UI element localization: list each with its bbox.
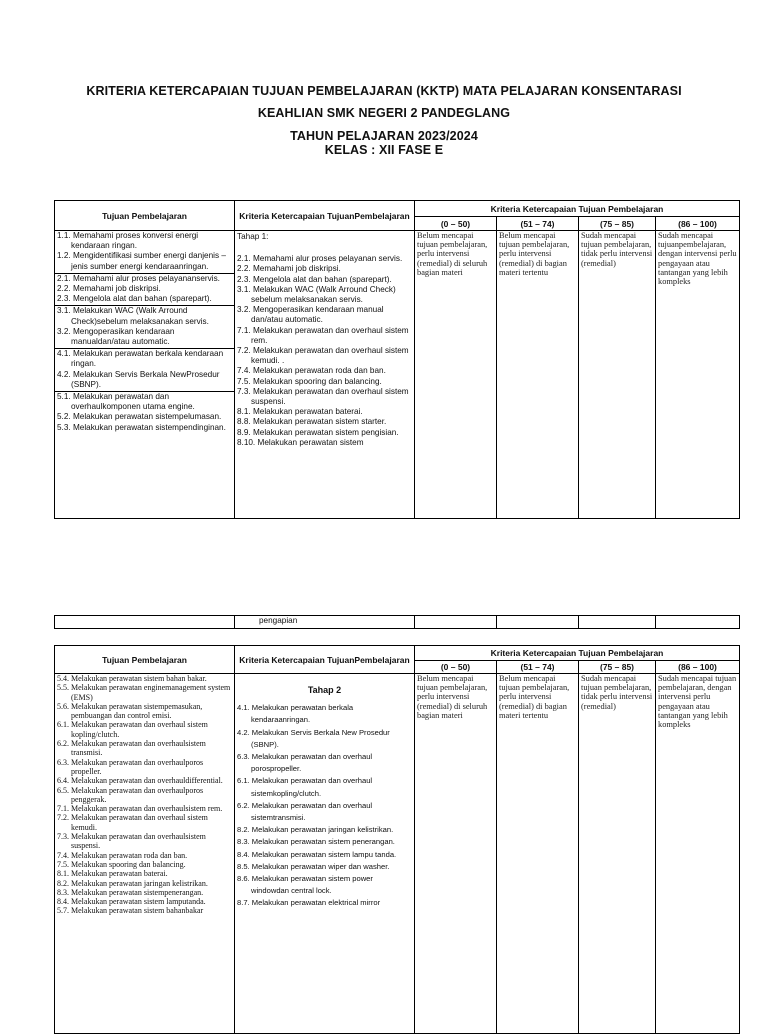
tp-list-2 <box>57 674 232 916</box>
level-cell-1: Belum mencapai tujuan pembelajaran, perlu intervensi (remedial) di seluruh bagian materi <box>415 231 497 519</box>
list-item <box>57 851 232 860</box>
range-0-50: (0 – 50) <box>415 217 497 231</box>
level-cell-2: Belum mencapai tujuan pembelajaran, perlu intervensi (remedial) di bagian materi tertentu <box>497 231 579 519</box>
item-text: Memahami job diskripsi. <box>72 284 161 294</box>
item-number: 7.2. <box>237 346 251 356</box>
level-cell-1-t2: Belum mencapai tujuan pembelajaran, perlu intervensi (remedial) di seluruh bagian materi <box>415 674 497 1034</box>
list-item <box>57 327 232 347</box>
kktp-cell-2 <box>235 674 415 1034</box>
item-text: Melakukan perawatan dan overhaul sistem kemudi. . <box>251 346 409 366</box>
range-51-74: (51 – 74) <box>497 217 579 231</box>
list-item <box>57 284 232 294</box>
list-item <box>57 274 232 284</box>
item-text: Melakukan perawatan sistempendinginan. <box>72 422 226 432</box>
item-text: Melakukan perawatan sistempelumasan. <box>72 412 222 422</box>
item-text: Melakukan perawatan dan overhaul sistem suspensi. <box>251 386 409 407</box>
item-text: Melakukan perawatan sistem lampu tanda. <box>251 849 397 859</box>
list-item <box>237 407 412 417</box>
list-item <box>57 804 232 813</box>
item-number: 7.5. <box>237 376 251 386</box>
list-item <box>237 873 412 897</box>
item-number: 7.5. <box>57 859 69 869</box>
list-item <box>57 392 232 412</box>
item-number: 7.1. <box>57 804 69 814</box>
tp-cell-1 <box>55 231 235 519</box>
item-number: 5.7. <box>57 906 69 916</box>
item-text: Melakukan perawatan enginemanagement system (EMS) <box>71 683 231 702</box>
item-number: 5.3. <box>57 422 71 432</box>
item-number: 8.1. <box>57 869 69 879</box>
item-number: 3.2. <box>57 326 71 336</box>
list-item <box>57 869 232 878</box>
col-header-kktp: Kriteria Ketercapaian TujuanPembelajaran <box>235 201 415 231</box>
doc-title-line1: KRITERIA KETERCAPAIAN TUJUAN PEMBELAJARAN (KKTP) MATA PELAJARAN KONSENTARASI <box>86 84 682 98</box>
item-number: 7.4. <box>237 366 251 376</box>
col-header-tp-2: Tujuan Pembelajaran <box>55 646 235 674</box>
list-item <box>237 702 412 726</box>
item-number: 8.2. <box>237 825 250 835</box>
list-item <box>57 251 232 271</box>
item-text: Melakukan perawatan dan overhaul porospropeller. <box>251 752 373 774</box>
item-number: 8.8. <box>237 417 251 427</box>
item-text: Melakukan perawatan sistempenerangan. <box>71 887 204 897</box>
item-number: 6.3. <box>237 752 250 762</box>
item-number: 7.3. <box>237 386 251 396</box>
list-item <box>237 824 412 836</box>
list-item <box>57 786 232 805</box>
list-item <box>237 438 412 448</box>
col-header-group-2: Kriteria Ketercapaian Tujuan Pembelajaran <box>415 646 740 661</box>
list-item <box>57 776 232 785</box>
list-item <box>237 897 412 909</box>
item-number: 7.4. <box>57 850 69 860</box>
kktp-cell-1 <box>235 231 415 519</box>
item-number: 6.1. <box>237 776 250 786</box>
list-item <box>57 683 232 702</box>
item-number: 8.4. <box>237 849 250 859</box>
range-75-85-2: (75 – 85) <box>579 661 656 674</box>
list-item <box>57 720 232 739</box>
doc-title-line3: TAHUN PELAJARAN 2023/2024 <box>290 129 478 143</box>
item-text: Melakukan WAC (Walk Arround Check) sebelum melaksanakan servis. <box>251 284 396 305</box>
item-number: 2.1. <box>237 254 251 264</box>
list-item <box>57 888 232 897</box>
item-number: 8.3. <box>237 837 250 847</box>
col-header-group: Kriteria Ketercapaian Tujuan Pembelajaran <box>415 201 740 217</box>
list-item <box>57 294 232 304</box>
item-text: Melakukan perawatan berkala kendaraanringan. <box>251 703 354 725</box>
item-text: Melakukan perawatan sistem power windowdan central lock. <box>251 874 373 896</box>
item-text: Melakukan perawatan dan overhaul sistem kemudi. <box>71 813 208 832</box>
list-item <box>237 800 412 824</box>
item-number: 8.6. <box>237 874 250 884</box>
item-number: 3.1. <box>57 306 71 316</box>
item-text: Mengelola alat dan bahan (sparepart). <box>72 294 212 304</box>
list-item <box>57 739 232 758</box>
kktp-table-2 <box>54 645 740 1034</box>
list-item <box>57 231 232 251</box>
range-0-50-2: (0 – 50) <box>415 661 497 674</box>
item-number: 5.1. <box>57 392 71 402</box>
list-item <box>57 370 232 390</box>
list-item <box>57 674 232 683</box>
item-number: 8.3. <box>57 887 69 897</box>
item-number: 8.5. <box>237 861 250 871</box>
range-86-100-2: (86 – 100) <box>656 661 740 674</box>
list-item <box>57 702 232 721</box>
item-number: 8.4. <box>57 897 69 907</box>
tp-group <box>55 306 234 349</box>
item-number: 4.2. <box>57 369 71 379</box>
item-number: 7.3. <box>57 832 69 842</box>
item-text: Memahami alur proses pelayananservis. <box>72 273 220 283</box>
list-item <box>237 417 412 427</box>
list-item <box>237 849 412 861</box>
list-item <box>237 861 412 873</box>
range-75-85: (75 – 85) <box>579 217 656 231</box>
item-text: Melakukan perawatan sistem lamputanda. <box>71 897 206 907</box>
item-number: 6.3. <box>57 757 69 767</box>
item-number: 2.2. <box>237 264 251 274</box>
item-text: Mengelola alat dan bahan (sparepart). <box>252 274 392 284</box>
item-text: Melakukan perawatan sistem starter. <box>252 417 387 427</box>
item-number: 3.2. <box>237 305 251 315</box>
doc-title-line4: KELAS : XII FASE E <box>324 143 444 157</box>
tp-group <box>55 231 234 274</box>
list-item <box>237 366 412 376</box>
list-item <box>237 836 412 848</box>
item-text: Melakukan spooring dan balancing. <box>252 376 382 386</box>
item-number: 7.1. <box>237 325 251 335</box>
list-item <box>57 879 232 888</box>
list-item <box>237 264 412 274</box>
list-item <box>237 254 412 264</box>
level-cell-3-t2: Sudah mencapai tujuan pembelajaran, tidak perlu intervensi (remedial) <box>579 674 656 1034</box>
item-text: Melakukan perawatan sistempemasukan, pembuangan dan control emisi. <box>71 701 203 721</box>
item-text: Melakukan spooring dan balancing. <box>71 859 186 869</box>
item-text: Melakukan perawatan dan overhaul sistemtransmisi. <box>251 800 373 823</box>
item-text: Memahami alur proses pelayanan servis. <box>252 254 403 264</box>
item-text: Melakukan perawatan dan overhaul sistem rem. <box>251 325 409 345</box>
item-text: Melakukan perawatan dan overhaulsistem rem. <box>71 804 223 814</box>
col-header-kktp-2: Kriteria Ketercapaian TujuanPembelajaran <box>235 646 415 674</box>
tp-cell-2 <box>55 674 235 1034</box>
item-number: 4.1. <box>237 703 250 713</box>
item-text: Melakukan Servis Berkala NewProsedur (SBNP). <box>71 369 220 389</box>
item-text: Melakukan perawatan jaringan kelistrikan. <box>251 825 394 835</box>
item-text: Melakukan perawatan wiper dan washer. <box>251 861 390 871</box>
kktp-list-2 <box>237 702 412 909</box>
kktp-continuation-row <box>54 615 740 629</box>
item-text: Melakukan perawatan dan overhaulkomponen utama engine. <box>71 392 195 412</box>
item-text: Melakukan Servis Berkala New Prosedur (SBNP). <box>251 727 390 749</box>
item-number: 8.7. <box>237 898 250 908</box>
item-number: 5.4. <box>57 674 69 683</box>
tp-group <box>55 274 234 307</box>
item-number: 7.2. <box>57 813 69 823</box>
item-number: 5.5. <box>57 683 69 693</box>
item-number: 3.1. <box>237 284 251 294</box>
item-text: Melakukan perawatan dan overhaul sistemkopling/clutch. <box>251 776 373 798</box>
tp-group <box>55 349 234 392</box>
item-text: Melakukan perawatan sistem penerangan. <box>251 837 395 847</box>
list-item <box>57 813 232 832</box>
item-text: Mengoperasikan kendaraan manual dan/atau automatic. <box>251 305 384 325</box>
list-item <box>237 377 412 387</box>
item-text: Memahami proses konversi energi kendaraan ringan. <box>71 231 199 251</box>
list-item <box>237 775 412 799</box>
item-text: Melakukan perawatan dan overhaulporos penggerak. <box>71 785 204 804</box>
item-number: 2.3. <box>57 294 71 304</box>
list-item <box>57 412 232 422</box>
item-text: Melakukan perawatan elektrical mirror <box>251 898 381 908</box>
level-cell-4: Sudah mencapai tujuanpembelajaran, dengan intervensi perlu pengayaan atau tantangan yang lebih kompleks <box>656 231 740 519</box>
item-number: 2.2. <box>57 284 71 294</box>
item-number: 5.6. <box>57 701 69 711</box>
item-text: Melakukan perawatan sistem pengisian. <box>252 427 399 437</box>
item-number: 1.2. <box>57 251 71 261</box>
item-number: 6.5. <box>57 785 69 795</box>
item-text: Melakukan perawatan dan overhaulsistem suspensi. <box>71 832 206 851</box>
list-item <box>237 275 412 285</box>
list-item <box>237 305 412 325</box>
item-text: Melakukan perawatan roda dan ban. <box>252 366 386 376</box>
tahap-label-2: Tahap 2 <box>307 685 342 695</box>
item-number: 6.2. <box>57 739 69 749</box>
list-item <box>57 349 232 369</box>
item-number: 6.1. <box>57 720 69 730</box>
tahap-label: Tahap 1: <box>237 232 269 241</box>
list-item <box>57 832 232 851</box>
item-text: Melakukan perawatan sistem <box>257 437 364 447</box>
item-number: 8.2. <box>57 878 69 888</box>
item-text: Melakukan perawatan dan overhaul sistem kopling/clutch. <box>71 720 208 739</box>
item-number: 2.3. <box>237 274 251 284</box>
item-text: Melakukan perawatan roda dan ban. <box>71 850 188 860</box>
item-number: 2.1. <box>57 273 71 283</box>
level-cell-3: Sudah mencapai tujuan pembelajaran, tidak perlu intervensi (remedial) <box>579 231 656 519</box>
item-text: Melakukan perawatan sistem bahanbakar <box>71 906 204 916</box>
item-text: Melakukan perawatan berkala kendaraan ringan. <box>71 349 224 369</box>
list-item <box>237 387 412 407</box>
item-number: 1.1. <box>57 231 71 240</box>
item-text: Melakukan perawatan baterai. <box>252 407 363 417</box>
item-text: Melakukan perawatan dan overhaulporos propeller. <box>71 757 204 776</box>
list-item <box>237 428 412 438</box>
item-text: Mengoperasikan kendaraan manualdan/atau automatic. <box>71 326 175 347</box>
range-86-100: (86 – 100) <box>656 217 740 231</box>
list-item <box>237 346 412 366</box>
item-text: Melakukan perawatan dan overhaulsistem transmisi. <box>71 739 206 758</box>
list-item <box>237 751 412 775</box>
item-text: Melakukan perawatan sistem bahan bakar. <box>71 674 207 683</box>
list-item <box>57 897 232 906</box>
list-item <box>57 906 232 915</box>
tp-group <box>55 392 234 434</box>
item-text: Melakukan perawatan baterai. <box>71 869 168 879</box>
item-text: Mengidentifikasi sumber energi danjenis – jenis sumber energi kendaraanringan. <box>71 251 226 271</box>
item-number: 6.2. <box>237 800 250 810</box>
level-cell-2-t2: Belum mencapai tujuan pembelajaran, perlu intervensi (remedial) di bagian materi tertentu <box>497 674 579 1034</box>
list-item <box>57 306 232 326</box>
item-number: 4.1. <box>57 349 71 359</box>
doc-title-line2: KEAHLIAN SMK NEGERI 2 PANDEGLANG <box>257 106 511 120</box>
item-text: Memahami job diskripsi. <box>252 264 341 274</box>
item-number: 6.4. <box>57 776 69 786</box>
list-item <box>237 326 412 346</box>
kktp-list-1 <box>237 254 412 448</box>
list-item <box>57 758 232 777</box>
list-item <box>237 285 412 305</box>
tp-list-1 <box>57 231 232 434</box>
item-number: 5.2. <box>57 412 71 422</box>
item-number: 8.1. <box>237 407 251 417</box>
range-51-74-2: (51 – 74) <box>497 661 579 674</box>
continuation-text: pengapian <box>235 616 415 629</box>
kktp-table-1 <box>54 200 740 519</box>
level-cell-4-t2: Sudah mencapai tujuan pembelajaran, dengan intervensi perlu pengayaan atau tantangan yang lebih kompleks <box>656 674 740 1034</box>
list-item <box>237 727 412 751</box>
col-header-tp: Tujuan Pembelajaran <box>55 201 235 231</box>
list-item <box>57 860 232 869</box>
item-text: Melakukan perawatan jaringan kelistrikan. <box>71 878 208 888</box>
item-number: 8.10. <box>237 437 256 447</box>
item-number: 8.9. <box>237 427 251 437</box>
item-text: Melakukan WAC (Walk Arround Check)sebelum melaksanakan servis. <box>71 306 209 326</box>
list-item <box>57 423 232 433</box>
item-number: 4.2. <box>237 727 250 737</box>
item-text: Melakukan perawatan dan overhauldifferential. <box>71 776 223 786</box>
